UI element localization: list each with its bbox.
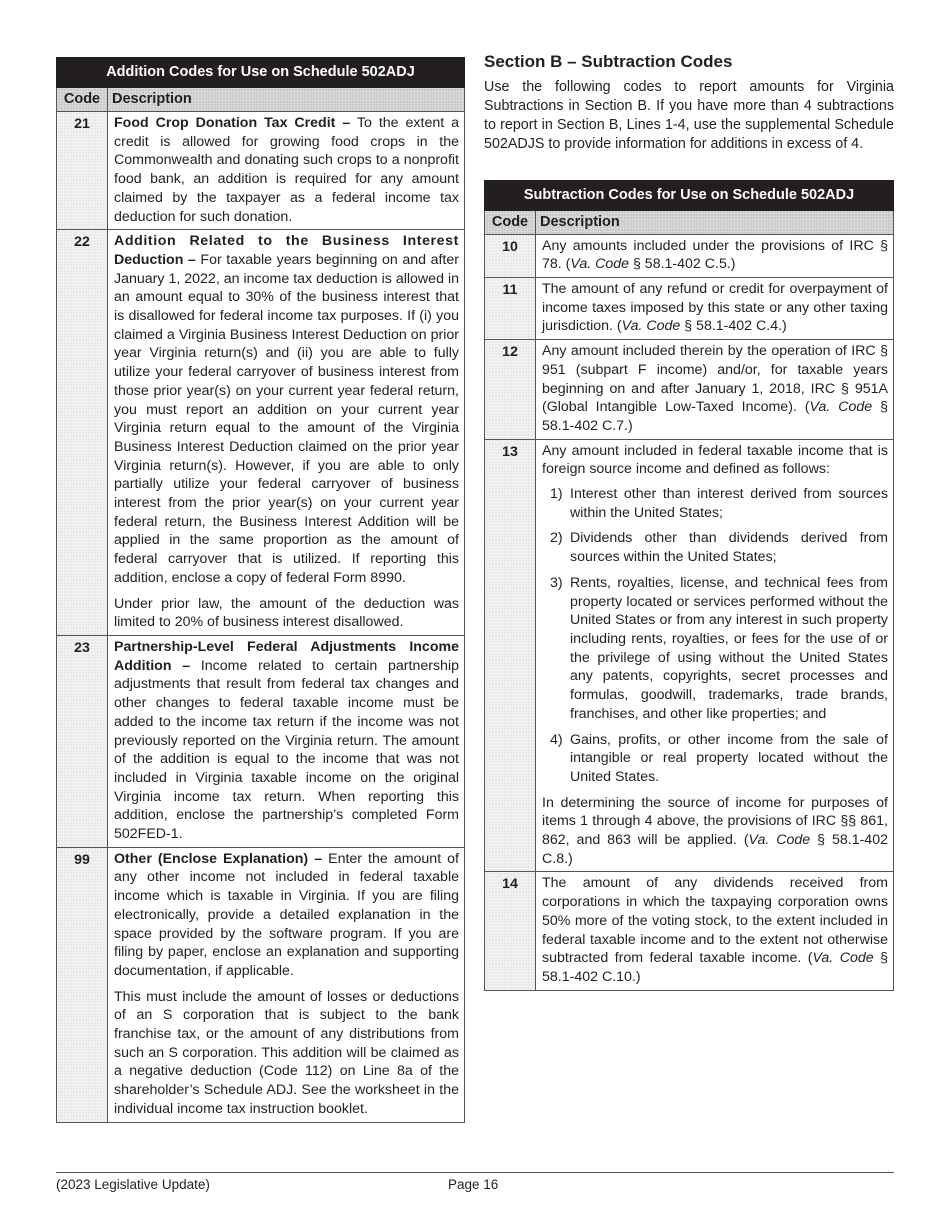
code-cell: 12 [485, 340, 536, 440]
term: Deduction – [114, 251, 196, 268]
description-cell [536, 872, 894, 990]
list-item [542, 529, 888, 566]
list-item [542, 574, 888, 724]
description-cell [108, 112, 465, 230]
addition-table-title: Addition Codes for Use on Schedule 502ADJ [57, 58, 465, 88]
description-text: In determining the source of income for purposes of items 1 through 4 above, the provisions of IRC §§ 861, 862, and 863 will be applied. ( [542, 794, 888, 849]
description-text: Any amount included in federal taxable income that is foreign source income and defined as follows: [542, 442, 888, 478]
item-number: 4) [550, 731, 563, 748]
code-cell: 22 [57, 230, 108, 636]
subtraction-codes-column [484, 52, 894, 991]
code-cell: 99 [57, 847, 108, 1122]
code-citation: Va. Code [748, 832, 811, 849]
list-item [542, 731, 888, 787]
table-row [485, 234, 894, 277]
item-text: Interest other than interest derived from sources within the United States; [570, 486, 888, 521]
section-intro: Use the following codes to report amounts for Virginia Subtractions in Section B. If you have more than 4 subtractions to report in Section B, Lines 1-4, use the supplemental Schedule 502ADJS to provide information for additions in excess of 4. [484, 79, 894, 152]
citation-section: § 58.1-402 C.7.) [542, 399, 888, 434]
section-heading: Section B – Subtraction Codes [484, 52, 733, 71]
table-row [485, 872, 894, 990]
description-cell [536, 234, 894, 277]
item-number: 1) [550, 486, 563, 503]
description-cell [108, 635, 465, 847]
footer-divider [56, 1172, 894, 1173]
description-text: Under prior law, the amount of the deduction was limited to 20% of business interest disallowed. [114, 595, 459, 631]
item-text: Gains, profits, or other income from the sale of intangible or real property located without the United States. [570, 731, 888, 785]
code-cell: 10 [485, 234, 536, 277]
code-cell: 13 [485, 439, 536, 872]
footer-edition: (2023 Legislative Update) [56, 1177, 210, 1192]
table-row [485, 439, 894, 872]
code-citation: Va. Code [809, 399, 873, 416]
table-row [57, 230, 465, 636]
citation-section: § 58.1-402 C.10.) [542, 950, 888, 985]
citation-section: § 58.1-402 C.8.) [542, 832, 888, 867]
description-text: Income related to certain partnership adjustments that result from federal tax changes and other changes to federal taxable income must be added to the income tax return if the income was not previously reported on the Virginia return. The amount of the addition is equal to the income that was not included in Virginia taxable income on the original Virginia income tax return. When reporting this addition, enclose the partnership’s completed Form 502FED-1. [114, 657, 459, 843]
table-row [57, 847, 465, 1122]
description-text: Any amounts included under the provisions of IRC § 78. ( [542, 237, 888, 273]
table-row [57, 635, 465, 847]
addition-codes-table [56, 57, 465, 1123]
code-column-header: Code [57, 88, 108, 112]
citation-section: § 58.1-402 C.5.) [629, 256, 736, 273]
item-text: Rents, royalties, license, and technical fees from property located or services performed without the United States or from any interest in such property including rents, royalties, or fees for the use of or the privilege of using without the United States any patents, copyrights, secret processes and formulas, goodwill, trademarks, trade brands, franchises, and other like properties; and [570, 574, 888, 722]
description-text: To the extent a credit is allowed for growing food crops in the Commonwealth and donating such crops to a nonprofit food bank, an addition is required for any amount claimed by the taxpayer as a federal income tax deduction for such donation. [114, 115, 459, 225]
description-text: The amount of any dividends received from corporations in which the taxpaying corporation owns 50% more of the voting stock, to the extent included in federal taxable income and to the extent not otherwise subtracted from federal taxable income. ( [542, 875, 888, 967]
code-cell: 23 [57, 635, 108, 847]
description-cell [536, 278, 894, 340]
description-cell [108, 230, 465, 636]
page-number: Page 16 [448, 1177, 499, 1192]
description-cell [536, 439, 894, 872]
table-row [57, 112, 465, 230]
code-citation: Va. Code [570, 256, 630, 273]
description-text: Enter the amount of any other income not included in federal taxable income which is taxable in Virginia. If you are filing electronically, provide a detailed explanation in the space provided by the software program. If you are filing by paper, enclose an explanation and supporting documentation, if applicable. [114, 850, 459, 979]
code-cell: 21 [57, 112, 108, 230]
citation-section: § 58.1-402 C.4.) [680, 318, 787, 335]
description-column-header: Description [536, 210, 894, 234]
description-cell [536, 340, 894, 440]
code-cell: 14 [485, 872, 536, 990]
description-text: Any amount included therein by the operation of IRC § 951 (subpart F income) and/or, for taxable years beginning on and after January 1, 2018, IRC § 951A (Global Intangible Low-Taxed Income). ( [542, 343, 888, 416]
table-row [485, 278, 894, 340]
description-text: This must include the amount of losses or deductions of an S corporation that is subject to the bank franchise tax, or the amount of any distributions from such an S corporation. This addition will be claimed as a negative deduction (Code 112) on Line 8a of the shareholder’s Schedule ADJ. See the worksheet in the individual income tax instruction booklet. [114, 988, 459, 1117]
item-number: 2) [550, 530, 563, 547]
code-column-header: Code [485, 210, 536, 234]
term: Food Crop Donation Tax Credit – [114, 115, 351, 131]
list-item [542, 485, 888, 522]
description-text: For taxable years beginning on and after January 1, 2022, an income tax deduction is allowed in an amount equal to 30% of the business interest that is disallowed for federal income tax purposes. If (i) you claimed a Virginia Business Interest Deduction on prior year Virginia return(s) and (ii) you are able to fully utilize your federal carryover of business interest from those prior year(s) on your current year federal return, you must report an addition on your current year Virginia return equal to the amount of the Virginia Business Interest Deduction claimed on the prior year Virginia return(s). However, if you are able to only partially utilize your federal carryover of business interest from the prior year(s) on your current year federal return, the Business Interest Addition will be applied in the same proportion as the amount of federal carryover that is utilized. If reporting this addition, enclose a copy of federal Form 8990. [114, 251, 459, 586]
item-number: 3) [550, 574, 563, 591]
table-row [485, 340, 894, 440]
term: Partnership-Level Federal Adjustments Income Addition – [114, 638, 459, 674]
subtraction-codes-table [484, 180, 894, 991]
term: Other (Enclose Explanation) – [114, 850, 323, 867]
term: Addition Related to the Business Interest [114, 233, 459, 250]
item-text: Dividends other than dividends derived from sources within the United States; [570, 530, 888, 566]
code-cell: 11 [485, 278, 536, 340]
foreign-income-list [542, 485, 888, 787]
code-citation: Va. Code [812, 950, 874, 967]
subtraction-table-title: Subtraction Codes for Use on Schedule 502ADJ [485, 180, 894, 210]
description-column-header: Description [108, 88, 465, 112]
code-citation: Va. Code [621, 318, 681, 335]
description-cell [108, 847, 465, 1122]
description-text: The amount of any refund or credit for overpayment of income taxes imposed by this state or any other taxing jurisdiction. ( [542, 281, 888, 335]
addition-codes-column [56, 57, 465, 1123]
